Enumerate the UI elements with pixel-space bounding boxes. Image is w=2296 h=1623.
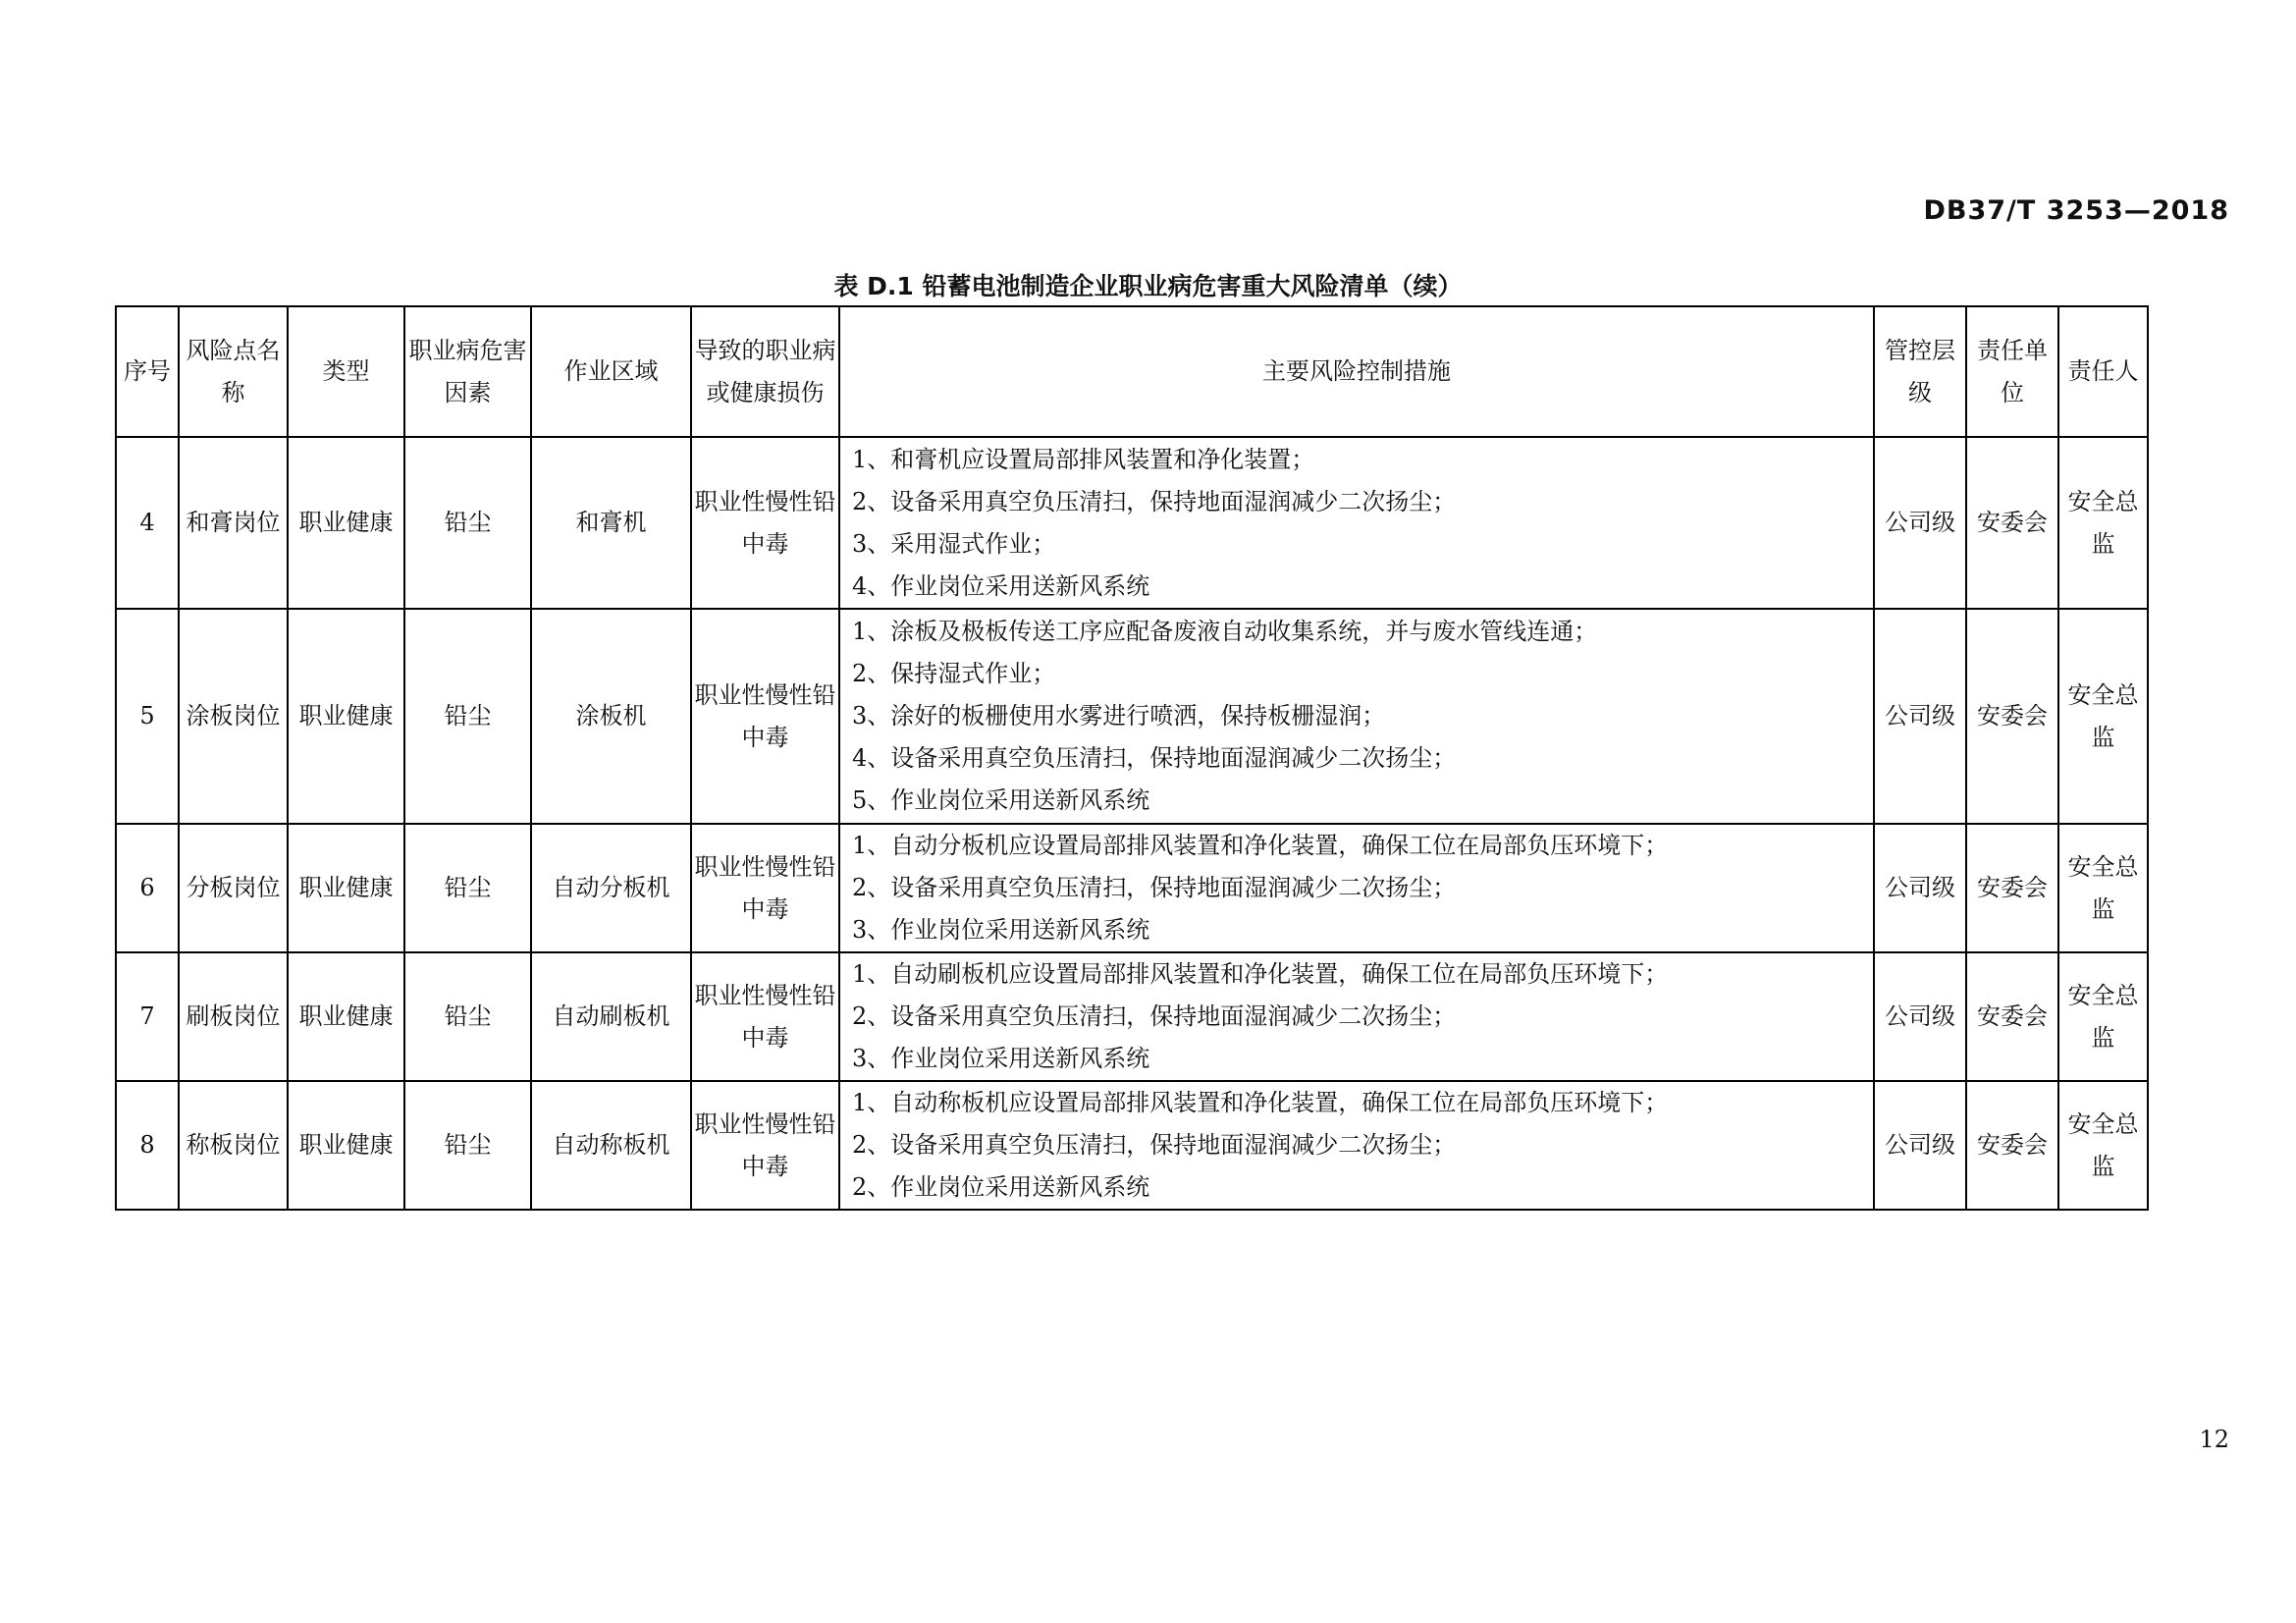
table-header-row [116, 306, 2148, 437]
measure-item: 3、作业岗位采用送新风系统 [852, 916, 1150, 944]
cell-risk-point: 涂板岗位 [179, 609, 288, 824]
measure-item: 2、设备采用真空负压清扫，保持地面湿润减少二次扬尘； [852, 1002, 1457, 1030]
table-row [116, 824, 2148, 952]
cell-risk-point: 刷板岗位 [179, 952, 288, 1081]
cell-risk-point: 称板岗位 [179, 1081, 288, 1210]
cell-disease: 职业性慢性铅中毒 [691, 609, 839, 824]
col-header-person: 责任人 [2058, 306, 2148, 437]
cell-measures [839, 609, 1874, 824]
cell-measures [839, 952, 1874, 1081]
measure-item: 2、设备采用真空负压清扫，保持地面湿润减少二次扬尘； [852, 1131, 1457, 1159]
cell-person: 安全总监 [2058, 609, 2148, 824]
measure-item: 4、作业岗位采用送新风系统 [852, 571, 1150, 600]
measure-item: 2、设备采用真空负压清扫，保持地面湿润减少二次扬尘； [852, 487, 1457, 515]
cell-level: 公司级 [1874, 824, 1966, 952]
col-header-disease: 导致的职业病或健康损伤 [691, 306, 839, 437]
col-header-risk-point: 风险点名称 [179, 306, 288, 437]
cell-measures [839, 1081, 1874, 1210]
cell-person: 安全总监 [2058, 952, 2148, 1081]
cell-level: 公司级 [1874, 1081, 1966, 1210]
measure-item: 2、作业岗位采用送新风系统 [852, 1173, 1150, 1201]
cell-measures [839, 824, 1874, 952]
table-row [116, 609, 2148, 824]
cell-area: 自动刷板机 [531, 952, 691, 1081]
cell-seq: 4 [116, 437, 179, 609]
cell-level: 公司级 [1874, 609, 1966, 824]
cell-measures [839, 437, 1874, 609]
cell-risk-point: 和膏岗位 [179, 437, 288, 609]
col-header-area: 作业区域 [531, 306, 691, 437]
cell-type: 职业健康 [288, 1081, 404, 1210]
table-row [116, 1081, 2148, 1210]
cell-disease: 职业性慢性铅中毒 [691, 437, 839, 609]
cell-level: 公司级 [1874, 952, 1966, 1081]
cell-type: 职业健康 [288, 609, 404, 824]
cell-person: 安全总监 [2058, 1081, 2148, 1210]
cell-disease: 职业性慢性铅中毒 [691, 824, 839, 952]
cell-unit: 安委会 [1966, 952, 2058, 1081]
cell-seq: 7 [116, 952, 179, 1081]
cell-disease: 职业性慢性铅中毒 [691, 952, 839, 1081]
col-header-unit: 责任单位 [1966, 306, 2058, 437]
measure-item: 2、设备采用真空负压清扫，保持地面湿润减少二次扬尘； [852, 874, 1457, 901]
cell-unit: 安委会 [1966, 1081, 2058, 1210]
cell-hazard: 铅尘 [404, 437, 531, 609]
cell-type: 职业健康 [288, 437, 404, 609]
measure-item: 2、保持湿式作业； [852, 660, 1056, 687]
col-header-type: 类型 [288, 306, 404, 437]
measure-item: 1、自动称板机应设置局部排风装置和净化装置，确保工位在局部负压环境下； [852, 1089, 1669, 1116]
risk-table [115, 305, 2149, 1211]
cell-hazard: 铅尘 [404, 824, 531, 952]
table-row [116, 952, 2148, 1081]
cell-area: 自动称板机 [531, 1081, 691, 1210]
cell-unit: 安委会 [1966, 824, 2058, 952]
cell-level: 公司级 [1874, 437, 1966, 609]
cell-type: 职业健康 [288, 952, 404, 1081]
measure-item: 3、采用湿式作业； [852, 529, 1056, 558]
cell-person: 安全总监 [2058, 437, 2148, 609]
cell-seq: 5 [116, 609, 179, 824]
cell-unit: 安委会 [1966, 609, 2058, 824]
cell-area: 涂板机 [531, 609, 691, 824]
col-header-measures: 主要风险控制措施 [839, 306, 1874, 437]
cell-person: 安全总监 [2058, 824, 2148, 952]
table-row [116, 437, 2148, 609]
table-title: 表 D.1 铅蓄电池制造企业职业病危害重大风险清单（续） [833, 272, 1463, 300]
cell-unit: 安委会 [1966, 437, 2058, 609]
cell-seq: 6 [116, 824, 179, 952]
page-number: 12 [2199, 1426, 2229, 1453]
measure-item: 5、作业岗位采用送新风系统 [852, 786, 1150, 814]
measure-item: 4、设备采用真空负压清扫，保持地面湿润减少二次扬尘； [852, 744, 1457, 772]
standard-code: DB37/T 3253—2018 [1923, 195, 2229, 226]
cell-hazard: 铅尘 [404, 1081, 531, 1210]
cell-type: 职业健康 [288, 824, 404, 952]
col-header-seq: 序号 [116, 306, 179, 437]
col-header-hazard: 职业病危害因素 [404, 306, 531, 437]
measure-item: 3、作业岗位采用送新风系统 [852, 1045, 1150, 1072]
cell-seq: 8 [116, 1081, 179, 1210]
cell-area: 自动分板机 [531, 824, 691, 952]
cell-hazard: 铅尘 [404, 609, 531, 824]
cell-risk-point: 分板岗位 [179, 824, 288, 952]
cell-area: 和膏机 [531, 437, 691, 609]
measure-item: 3、涂好的板栅使用水雾进行喷洒，保持板栅湿润； [852, 702, 1386, 730]
cell-hazard: 铅尘 [404, 952, 531, 1081]
cell-disease: 职业性慢性铅中毒 [691, 1081, 839, 1210]
col-header-level: 管控层级 [1874, 306, 1966, 437]
measure-item: 1、涂板及极板传送工序应配备废液自动收集系统，并与废水管线连通； [852, 618, 1598, 645]
measure-item: 1、自动分板机应设置局部排风装置和净化装置，确保工位在局部负压环境下； [852, 832, 1669, 859]
measure-item: 1、和膏机应设置局部排风装置和净化装置； [852, 445, 1315, 473]
measure-item: 1、自动刷板机应设置局部排风装置和净化装置，确保工位在局部负压环境下； [852, 960, 1669, 988]
